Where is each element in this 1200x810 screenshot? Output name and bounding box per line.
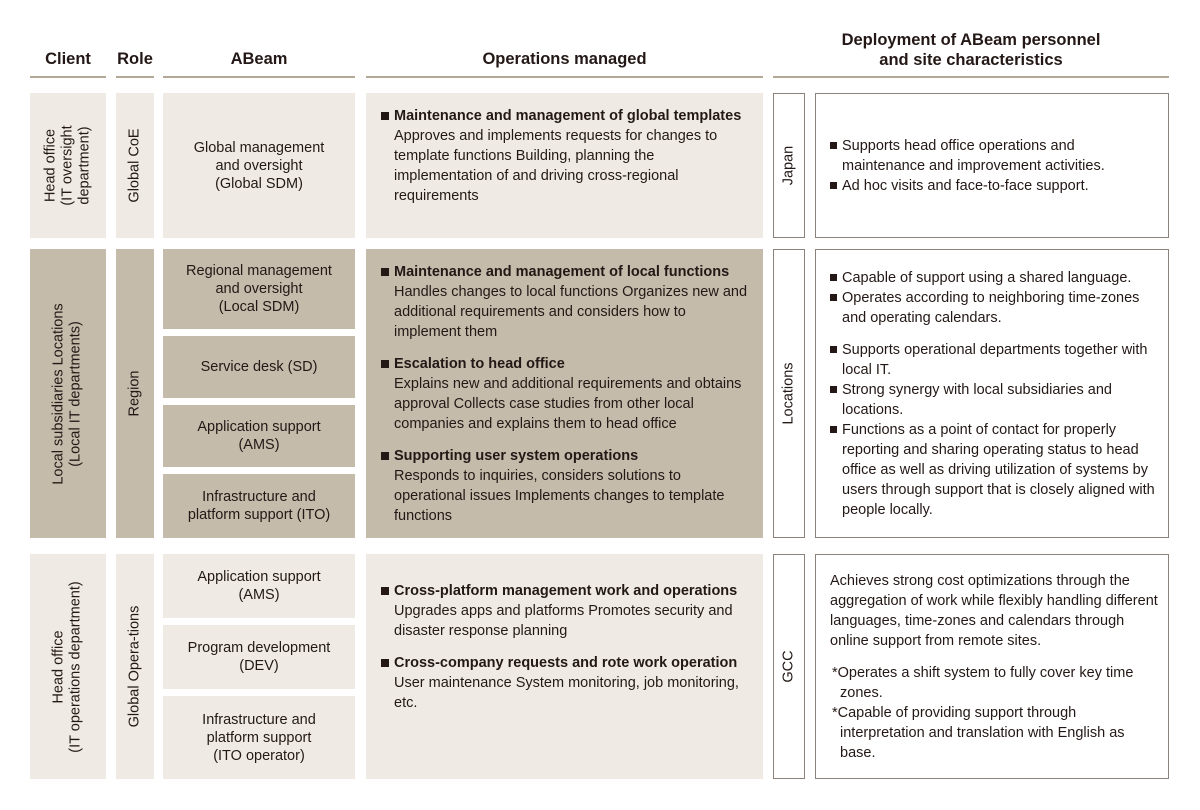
site-label: Japan bbox=[780, 145, 797, 186]
gcc-note: *Operates a shift system to fully cover key time zones. bbox=[832, 665, 1134, 701]
role-label: Global CoE bbox=[126, 128, 143, 203]
square-bullet-icon bbox=[830, 294, 837, 301]
characteristics-list-gcc bbox=[830, 571, 1160, 763]
gcc-description: Achieves strong cost optimizations through the aggregation of work while flexibly handling different languages, time-zones and calendars through online support from remote sites. bbox=[830, 573, 1158, 649]
header-underline-abeam bbox=[163, 76, 355, 78]
abeam-label-line: Application support bbox=[197, 569, 321, 585]
square-bullet-icon bbox=[830, 274, 837, 281]
client-label bbox=[43, 125, 94, 205]
gcc-note: *Capable of providing support through interpretation and translation with English as base. bbox=[832, 705, 1125, 761]
abeam-label-line: platform support (ITO) bbox=[187, 507, 331, 523]
abeam-cell-dev bbox=[163, 625, 355, 689]
operation-item bbox=[380, 653, 755, 713]
header-underline-role bbox=[116, 76, 154, 78]
operation-body: Upgrades apps and platforms Promotes security and disaster response planning bbox=[394, 603, 733, 639]
client-label-line: (IT operations department) bbox=[68, 580, 84, 753]
square-bullet-icon bbox=[830, 182, 837, 189]
operation-body: Responds to inquiries, considers solutions to operational issues Implements changes to template functions bbox=[394, 468, 725, 524]
header-client: Client bbox=[45, 50, 91, 68]
abeam-cell-ito-operator bbox=[163, 696, 355, 779]
characteristic-item: Supports head office operations and maintenance and improvement activities. bbox=[830, 136, 1160, 176]
header-underline-deployment bbox=[773, 76, 1169, 78]
abeam-cell-ito bbox=[163, 474, 355, 538]
client-cell-head-office-oversight bbox=[30, 93, 106, 238]
abeam-label-line: (Global SDM) bbox=[215, 175, 303, 192]
abeam-label-line: Infrastructure and bbox=[202, 711, 316, 728]
header-deployment: Deployment of ABeam personnel and site characteristics bbox=[841, 31, 1101, 69]
abeam-cell-ams-global bbox=[163, 554, 355, 618]
header-operations: Operations managed bbox=[482, 50, 647, 68]
square-bullet-icon bbox=[381, 452, 389, 460]
client-label bbox=[51, 303, 85, 484]
abeam-label-line: platform support bbox=[206, 729, 312, 746]
client-label-line: Local subsidiaries Locations bbox=[51, 302, 68, 485]
client-label-line: Head office bbox=[42, 128, 59, 203]
abeam-label-line: (ITO operator) bbox=[213, 747, 305, 764]
client-cell-head-office-operations bbox=[30, 554, 106, 779]
site-box-locations bbox=[773, 249, 805, 538]
client-cell-local-subsidiaries bbox=[30, 249, 106, 538]
abeam-cell-service-desk bbox=[163, 336, 355, 398]
operation-title: Supporting user system operations bbox=[394, 448, 639, 464]
square-bullet-icon bbox=[830, 142, 837, 149]
abeam-label-line: Service desk (SD) bbox=[200, 359, 318, 375]
client-label-line: Head office bbox=[51, 629, 67, 704]
header-underline-client bbox=[30, 76, 106, 78]
role-cell-global-operations bbox=[116, 554, 154, 779]
operation-body: User maintenance System monitoring, job monitoring, etc. bbox=[394, 675, 739, 711]
role-cell-region bbox=[116, 249, 154, 538]
operation-title: Escalation to head office bbox=[394, 356, 565, 372]
characteristics-list-locations bbox=[830, 268, 1160, 520]
client-label bbox=[51, 581, 85, 752]
client-label-line: (Local IT departments) bbox=[68, 320, 85, 467]
abeam-label-line: and oversight bbox=[215, 157, 303, 174]
abeam-label-line: Regional management bbox=[186, 263, 332, 279]
header-abeam: ABeam bbox=[230, 50, 288, 68]
operations-list-global bbox=[380, 106, 755, 206]
square-bullet-icon bbox=[381, 268, 389, 276]
operation-body: Explains new and additional requirements and obtains approval Collects case studies from other local companies and explains them to head office bbox=[394, 376, 742, 432]
header-role: Role bbox=[117, 50, 153, 68]
site-box-gcc bbox=[773, 554, 805, 779]
square-bullet-icon bbox=[381, 587, 389, 595]
abeam-cell-global-sdm bbox=[163, 93, 355, 238]
operation-item bbox=[380, 106, 755, 206]
site-label: Locations bbox=[780, 362, 797, 425]
operation-body: Handles changes to local functions Organizes new and additional requirements and considers how to implement them bbox=[394, 284, 748, 340]
abeam-label-line: and oversight bbox=[215, 281, 303, 297]
square-bullet-icon bbox=[830, 426, 837, 433]
abeam-label-line: (DEV) bbox=[239, 658, 279, 674]
site-box-japan bbox=[773, 93, 805, 238]
operation-title: Maintenance and management of local functions bbox=[394, 264, 730, 280]
abeam-label-line: Application support bbox=[197, 419, 321, 435]
operations-list-global-ops bbox=[380, 581, 755, 713]
characteristics-list-japan bbox=[830, 136, 1160, 196]
abeam-label-line: (AMS) bbox=[238, 437, 280, 453]
abeam-cell-ams bbox=[163, 405, 355, 467]
client-label-line: department) bbox=[76, 126, 93, 205]
characteristic-item: Capable of support using a shared language. bbox=[830, 268, 1160, 288]
operation-item bbox=[380, 262, 755, 342]
square-bullet-icon bbox=[830, 346, 837, 353]
abeam-label-line: Infrastructure and bbox=[202, 489, 316, 505]
characteristic-item: Functions as a point of contact for properly reporting and sharing operating status to head office as well as driving utilization of systems by users through support that is closely aligned with people locally. bbox=[830, 420, 1160, 520]
characteristic-item: Supports operational departments together with local IT. bbox=[830, 340, 1160, 380]
client-label-line: (IT oversight bbox=[59, 125, 76, 206]
operation-title: Cross-platform management work and operations bbox=[394, 583, 738, 599]
square-bullet-icon bbox=[381, 360, 389, 368]
characteristic-item: Operates according to neighboring time-zones and operating calendars. bbox=[830, 288, 1160, 328]
characteristic-item: Strong synergy with local subsidiaries and locations. bbox=[830, 380, 1160, 420]
site-label: GCC bbox=[780, 650, 797, 683]
square-bullet-icon bbox=[381, 112, 389, 120]
role-label: Global Opera-tions bbox=[126, 605, 143, 728]
characteristic-item: Ad hoc visits and face-to-face support. bbox=[830, 176, 1160, 196]
operation-body: Approves and implements requests for changes to template functions Building, planning the implementation of and driving cross-regional requirements bbox=[394, 128, 718, 204]
operation-item bbox=[380, 581, 755, 641]
header-underline-operations bbox=[366, 76, 763, 78]
operation-item bbox=[380, 446, 755, 526]
abeam-label-line: (AMS) bbox=[238, 587, 280, 603]
square-bullet-icon bbox=[381, 659, 389, 667]
abeam-label-line: Program development bbox=[187, 640, 331, 656]
abeam-cell-local-sdm bbox=[163, 249, 355, 329]
abeam-label-line: (Local SDM) bbox=[218, 299, 300, 315]
square-bullet-icon bbox=[830, 386, 837, 393]
operation-title: Cross-company requests and rote work operation bbox=[394, 655, 738, 671]
operation-title: Maintenance and management of global templates bbox=[394, 108, 742, 124]
role-cell-global-coe bbox=[116, 93, 154, 238]
operation-item bbox=[380, 354, 755, 434]
operations-list-local bbox=[380, 262, 755, 526]
abeam-label-line: Global management bbox=[193, 139, 325, 156]
role-label: Region bbox=[126, 370, 143, 417]
